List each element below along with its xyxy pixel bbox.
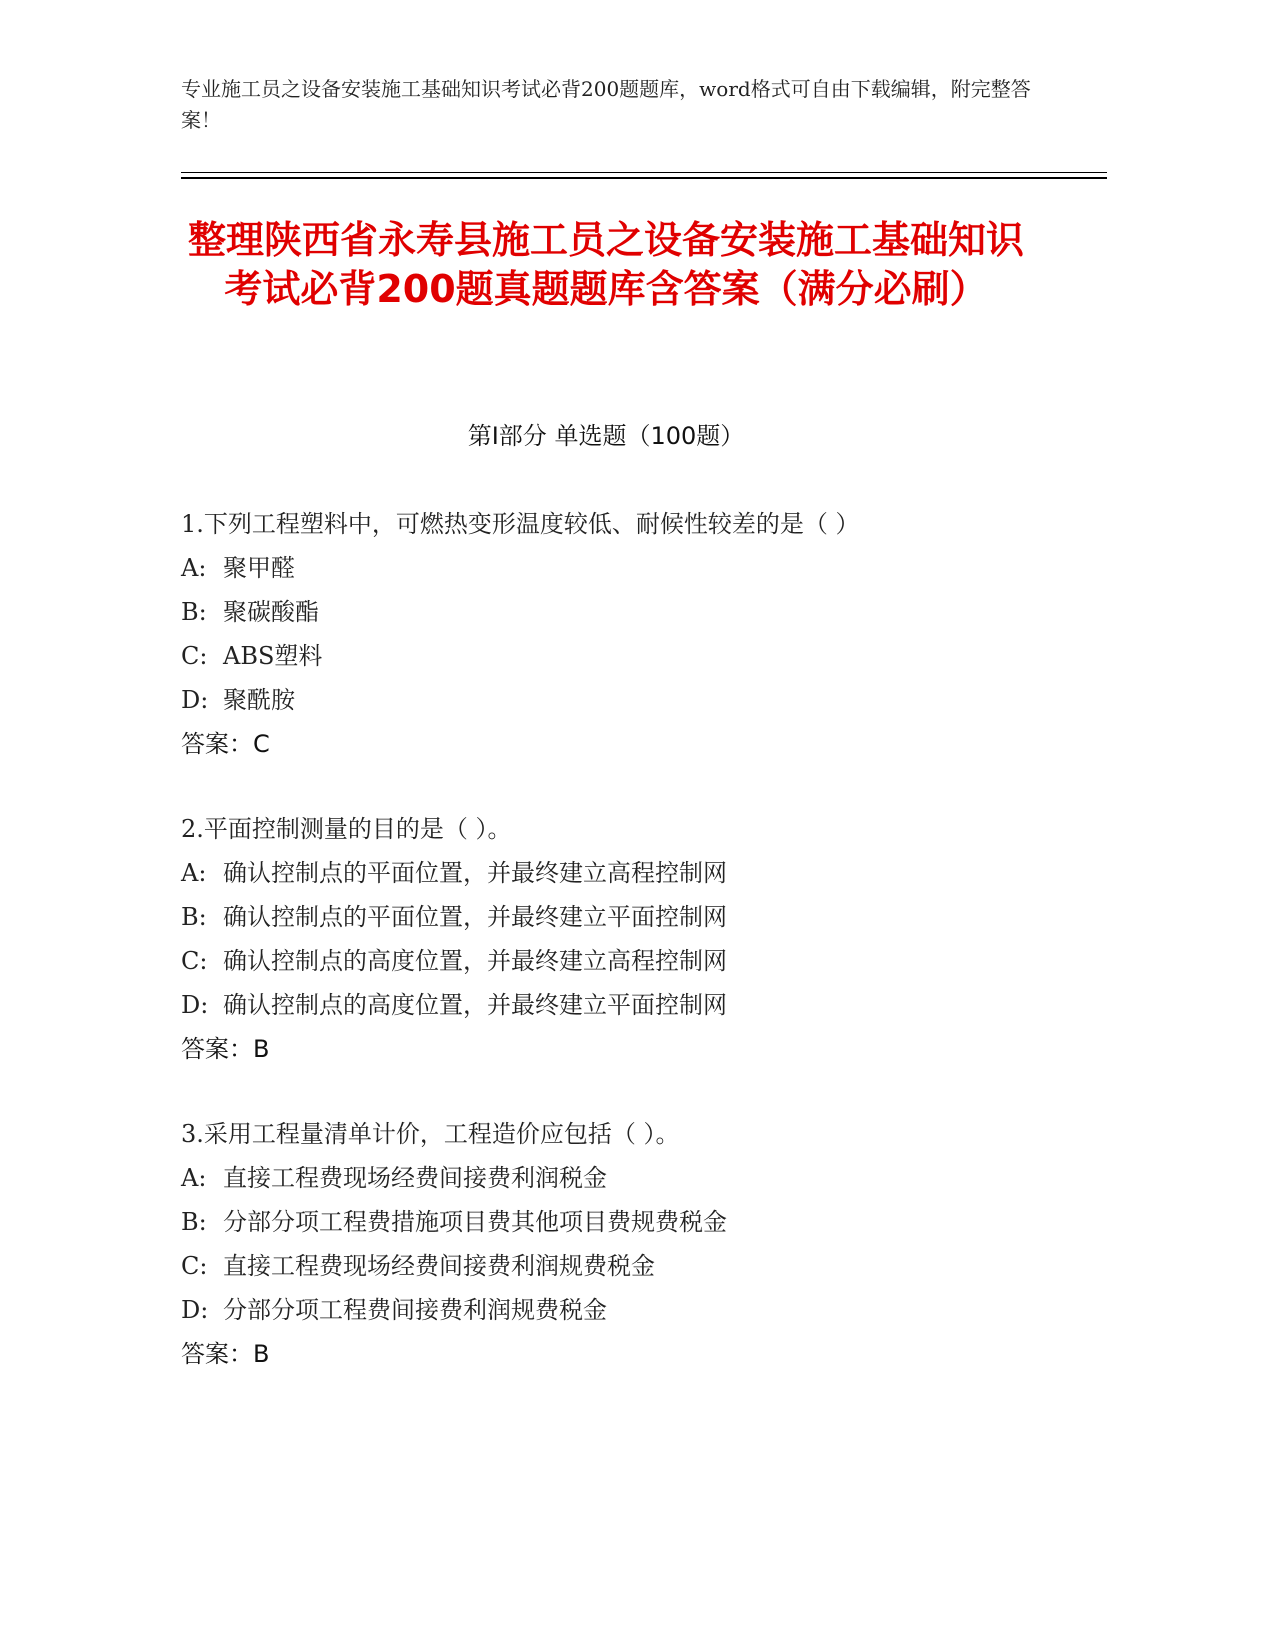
answer-line: 答案：B [181,1340,270,1368]
option-letter: D: [181,991,209,1019]
option-text: 分部分项工程费措施项目费其他项目费规费税金 [223,1208,727,1236]
option-letter: A: [181,859,207,887]
question-stem: 1.下列工程塑料中，可燃热变形温度较低、耐候性较差的是（ ） [181,510,860,538]
option-c [181,939,1081,983]
question-2 [181,807,1081,1071]
option-letter: D: [181,1296,209,1324]
option-letter: B: [181,903,207,931]
document-title: 整理陕西省永寿县施工员之设备安装施工基础知识考试必背200题真题题库含答案（满分必刷） [187,218,1024,311]
option-b [181,1200,1081,1244]
question-3 [181,1112,1081,1376]
option-letter: C: [181,947,208,975]
question-stem: 3.采用工程量清单计价，工程造价应包括（ ）。 [181,1120,680,1148]
option-text: 直接工程费现场经费间接费利润规费税金 [223,1252,655,1280]
option-a [181,1156,1081,1200]
option-letter: A: [181,1164,207,1192]
option-letter: C: [181,1252,208,1280]
question-stem: 2.平面控制测量的目的是（ ）。 [181,815,512,843]
option-c [181,1244,1081,1288]
option-d [181,1288,1081,1332]
header-note: 专业施工员之设备安装施工基础知识考试必背200题题库，word格式可自由下载编辑，附完整答案！ [181,77,1031,132]
option-text: 聚甲醛 [223,554,295,582]
answer-line: 答案：C [181,730,270,758]
option-text: 确认控制点的高度位置，并最终建立平面控制网 [223,991,727,1019]
question-1 [181,502,1081,766]
option-text: 直接工程费现场经费间接费利润税金 [223,1164,607,1192]
option-d [181,983,1081,1027]
option-text: 确认控制点的平面位置，并最终建立高程控制网 [223,859,727,887]
option-text: 确认控制点的平面位置，并最终建立平面控制网 [223,903,727,931]
option-letter: A: [181,554,207,582]
option-text: 聚酰胺 [223,686,295,714]
option-text: ABS塑料 [223,642,323,670]
option-a [181,546,1081,590]
option-d [181,678,1081,722]
option-c [181,634,1081,678]
option-b [181,895,1081,939]
option-a [181,851,1081,895]
option-text: 分部分项工程费间接费利润规费税金 [223,1296,607,1324]
answer-line: 答案：B [181,1035,270,1063]
option-letter: B: [181,598,207,626]
option-text: 确认控制点的高度位置，并最终建立高程控制网 [223,947,727,975]
option-letter: B: [181,1208,207,1236]
option-b [181,590,1081,634]
header-rule-thick [181,177,1107,179]
option-text: 聚碳酸酯 [223,598,319,626]
section-title: 第I部分 单选题（100题） [467,422,745,450]
header-rule-thin [181,172,1107,173]
option-letter: D: [181,686,209,714]
option-letter: C: [181,642,208,670]
